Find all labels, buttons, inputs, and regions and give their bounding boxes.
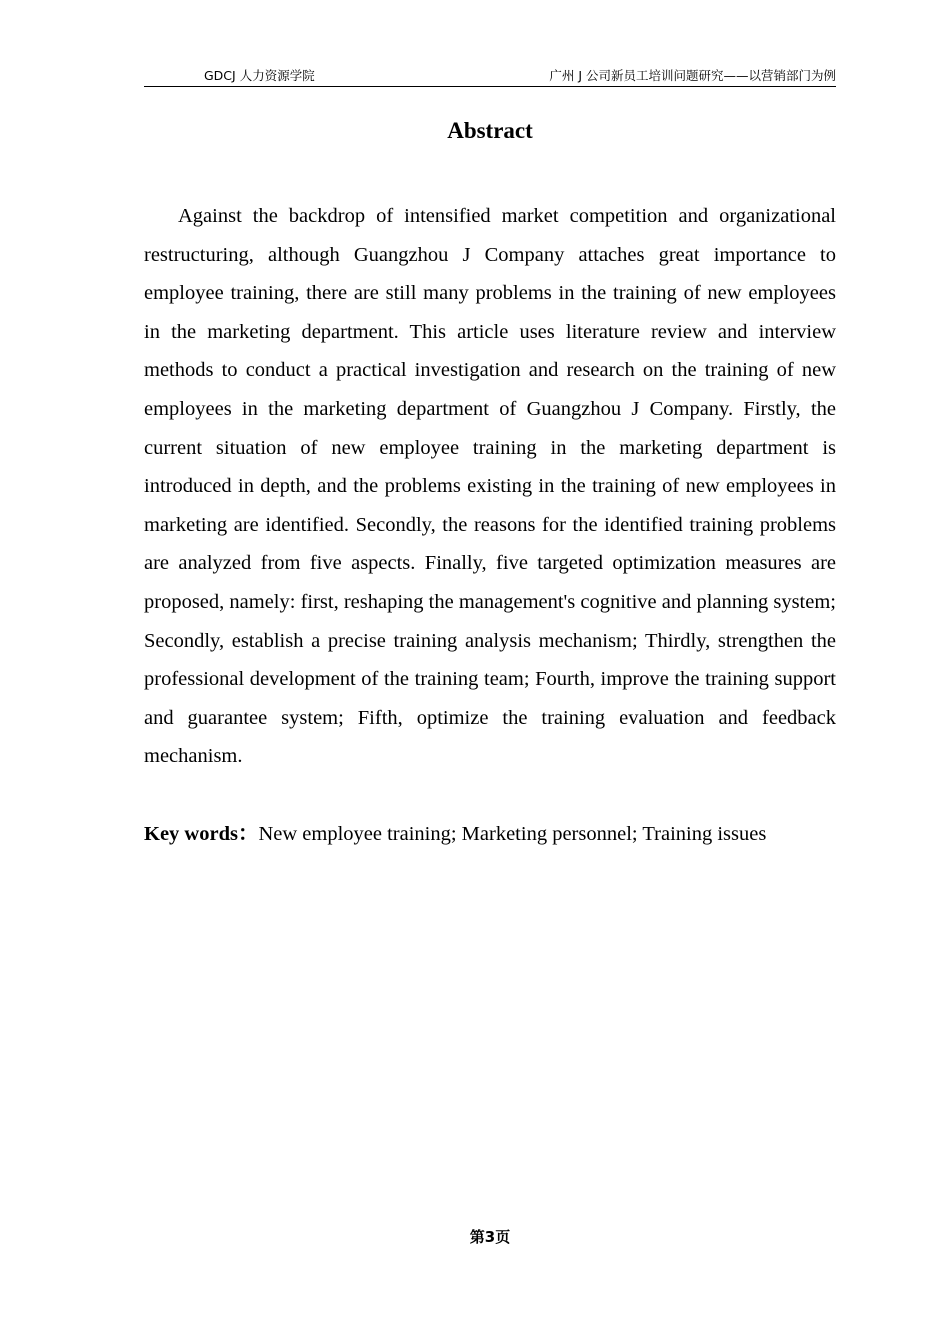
keywords-value: New employee training; Marketing personnel; Training issues [258,823,767,845]
page-header [144,66,836,87]
page-number: 第3页 [469,1228,511,1246]
header-thesis-title: 广州 J 公司新员工培训问题研究——以营销部门为例 [549,68,836,83]
header-institution: GDCJ 人力资源学院 [204,68,315,83]
keywords-line [144,815,836,853]
keywords-label: Key words： [144,823,259,845]
abstract-title: Abstract [447,118,533,143]
abstract-body: Against the backdrop of intensified market competition and organizational restructuring, although Guangzhou J Company attaches great importance to employee training, there are still many problems in the training of new employees in the marketing department. This article uses literature review and interview methods to conduct a practical investigation and research on the training of new employees in the marketing department of Guangzhou J Company. Firstly, the current situation of new employee training in the marketing department is introduced in depth, and the problems existing in the training of new employees in marketing are identified. Secondly, the reasons for the identified training problems are analyzed from five aspects. Finally, five targeted optimization measures are proposed, namely: first, reshaping the management's cognitive and planning system; Secondly, establish a precise training analysis mechanism; Thirdly, strengthen the professional development of the training team; Fourth, improve the training support and guarantee system; Fifth, optimize the training evaluation and feedback mechanism. [144,205,836,768]
